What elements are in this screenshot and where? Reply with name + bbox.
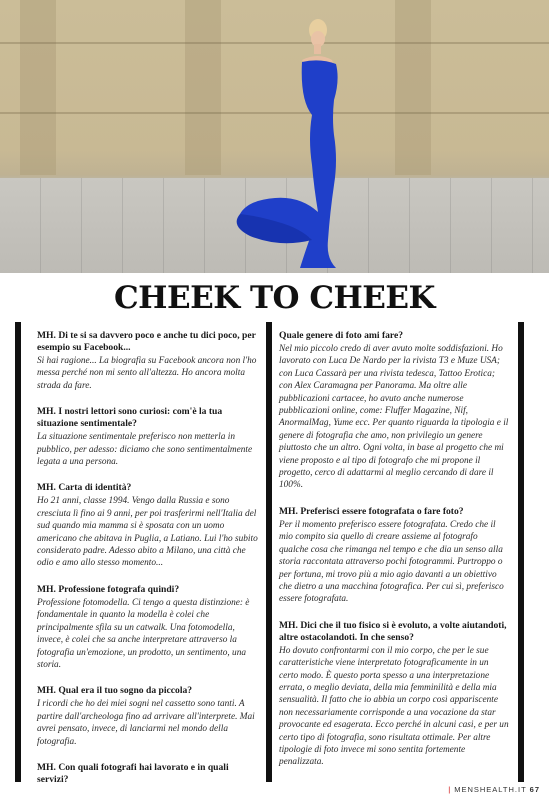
question: Quale genere di foto ami fare? bbox=[279, 330, 404, 341]
answer: I ricordi che ho dei miei sogni nel cassetto sono tanti. A partire dall'archeologa fino ad arrivare all'interprete. Mai avrei pensato, invece, di lanciarmi nel mondo della fotografia. bbox=[37, 699, 255, 747]
question: MH. Carta di identità? bbox=[37, 482, 132, 494]
article-title: CHEEK TO CHEEK bbox=[114, 280, 435, 316]
left-column bbox=[37, 330, 259, 787]
question: MH. Preferisci essere fotografata o fare foto? bbox=[279, 505, 464, 517]
right-column-rule bbox=[518, 322, 524, 782]
question: MH. I nostri lettori sono curiosi: com'è la tua situazione sentimentale? bbox=[37, 406, 223, 430]
hero-photo bbox=[0, 0, 549, 273]
answer: Si hai ragione... La biografia su Facebook ancora non l'ho messa perché non mi sento all'altezza. Ho ancora molta strada da fare. bbox=[37, 356, 257, 391]
question: MH. Di te si sa davvero poco e anche tu dici poco, per esempio su Facebook... bbox=[37, 330, 256, 353]
footer-separator: | bbox=[448, 785, 452, 794]
model-figure bbox=[0, 0, 549, 273]
answer: Per il momento preferisco essere fotografata. Credo che il mio compito sia quello di creare assieme al fotografo qualche cosa che rimanga nel tempo e che dia un senso alla storia raccontata attraverso pochi fotogrammi. Purtroppo o per fortuna, mi trovo più a mio agio davanti a un obiettivo che dietro a una macchina fotografica. Per cui sì, preferisco essere fotografata. bbox=[279, 519, 504, 605]
question: MH. Qual era il tuo sogno da piccola? bbox=[37, 685, 193, 697]
question: MH. Con quali fotografi hai lavorato e in quali servizi? bbox=[37, 761, 229, 785]
center-column-rule bbox=[266, 322, 272, 782]
question: MH. Professione fotografa quindi? bbox=[37, 583, 180, 595]
page-footer bbox=[448, 785, 540, 794]
page-number: 67 bbox=[529, 785, 540, 794]
right-column bbox=[279, 330, 509, 783]
model-neck bbox=[314, 44, 321, 54]
answer: Ho 21 anni, classe 1994. Vengo dalla Russia e sono cresciuta lì fino ai 9 anni, per poi trasferirmi nell'Italia del sud quando mia mamma si è sposata con un uomo americano che abitava in Puglia, a Latiano. Lui l'ho subito considerato padre. Adesso abito a Milano, una città che odio e amo allo stesso momento... bbox=[37, 496, 258, 569]
answer: Professione fotomodella. Ci tengo a questa distinzione: è fondamentale in quanto la modella è colei che principalmente sfila su un catwalk. Una fotomodella, invece, è colei che sa anche interpretare attraverso la fotografia un'emozione, un prodotto, un sentimento, una storia. bbox=[37, 597, 250, 670]
left-column-rule bbox=[15, 322, 21, 782]
answer: Ho dovuto confrontarmi con il mio corpo, che per le sue caratteristiche viene interpretato fotograficamente in un certo modo. È questo porta spesso a una interpretazione errata, o meglio deviata, della mia femminilità e della mia sensualità. Il fatto che io abbia un corpo così appariscente non necessariamente corrisponde a una vocazione da star provocante ed esagerata. Ecco perché in alcuni casi, e per un certo tipo di fotografia, sono risultata ottimale. Per altre tipologie di foto invece mi sono sentita fortemente penalizzata. bbox=[279, 645, 509, 768]
answer: La situazione sentimentale preferisco non metterla in pubblico, per adesso: diciamo che sono sentimentalmente legata a una persona. bbox=[37, 432, 253, 468]
question: MH. Dici che il tuo fisico si è evoluto, a volte aiutandoti, altre ostacolandoti. In che senso? bbox=[279, 619, 507, 643]
answer: Nel mio piccolo credo di aver avuto molte soddisfazioni. Ho lavorato con Luca De Nardo per la rivista T3 e Muze USA; con Luca Cassarà per una rivista tedesca, Tattoo Erotica; con Alex Caramagna per Panorama. Ma oltre alle pubblicazioni cartacee, ho avuto anche numerose pubblicazioni online, come: Fluffer Magazine, Nif, AnormalMag, Yume ecc. Per quanto riguarda la tipologia e il genere di fotografia che amo, non privilegio un genere piuttosto che un altro. Ogni volta, in base al progetto che mi viene proposto e al tipo di fotografo che mi propone il progetto, cerco di adattarmi al meglio cercando di dare il 100%. bbox=[279, 344, 509, 491]
footer-site: MENSHEALTH.IT bbox=[454, 785, 527, 794]
